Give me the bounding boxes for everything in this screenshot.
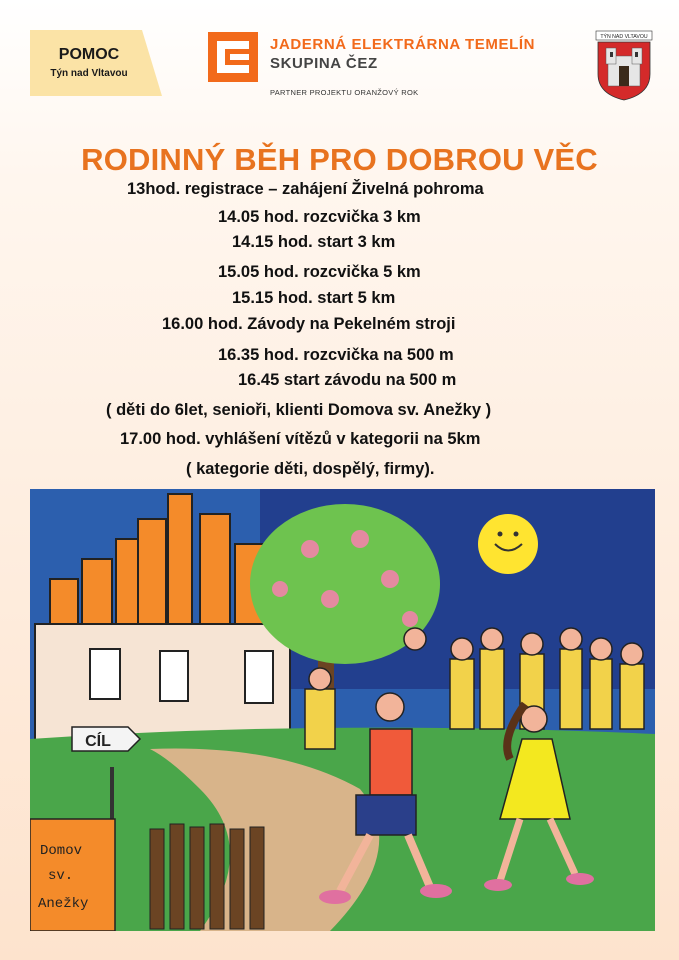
cez-group-name: SKUPINA ČEZ	[270, 55, 378, 72]
sun-icon	[478, 514, 538, 574]
pomoc-title: POMOC	[58, 46, 120, 63]
schedule-line: 16.35 hod. rozcvička na 500 m	[218, 346, 454, 364]
cez-company-name: JADERNÁ ELEKTRÁRNA TEMELÍN	[270, 36, 536, 53]
wall-text-line: Anežky	[38, 896, 89, 912]
schedule-line: 14.05 hod. rozcvička 3 km	[218, 208, 421, 226]
schedule-line: 17.00 hod. vyhlášení vítězů v kategorii na 5km	[120, 430, 481, 448]
schedule-line: 15.15 hod. start 5 km	[232, 289, 396, 307]
town-crest-icon	[594, 30, 654, 102]
finish-sign-text: CÍL	[85, 733, 111, 750]
event-title: RODINNÝ BĚH PRO DOBROU VĚC	[81, 142, 598, 177]
pomoc-subtitle: Týn nad Vltavou	[50, 68, 128, 79]
schedule-line: 15.05 hod. rozcvička 5 km	[218, 263, 421, 281]
schedule-line: 14.15 hod. start 3 km	[232, 233, 396, 251]
pomoc-logo	[30, 30, 162, 96]
schedule-line: ( děti do 6let, senioři, klienti Domova sv. Anežky )	[106, 401, 492, 419]
schedule-line: 13hod. registrace – zahájení Živelná pohroma	[127, 180, 484, 198]
wall-text-line: sv.	[48, 868, 74, 884]
wall-text-line: Domov	[40, 843, 83, 859]
cez-logo-icon	[208, 32, 258, 82]
crest-caption: TÝN NAD VLTAVOU	[600, 34, 648, 40]
schedule-line: ( kategorie děti, dospělý, firmy).	[186, 460, 435, 478]
schedule-line: 16.45 start závodu na 500 m	[238, 371, 457, 389]
painting-illustration	[30, 489, 655, 931]
partner-text: PARTNER PROJEKTU ORANŽOVÝ ROK	[270, 88, 419, 97]
schedule-line: 16.00 hod. Závody na Pekelném stroji	[162, 315, 456, 333]
